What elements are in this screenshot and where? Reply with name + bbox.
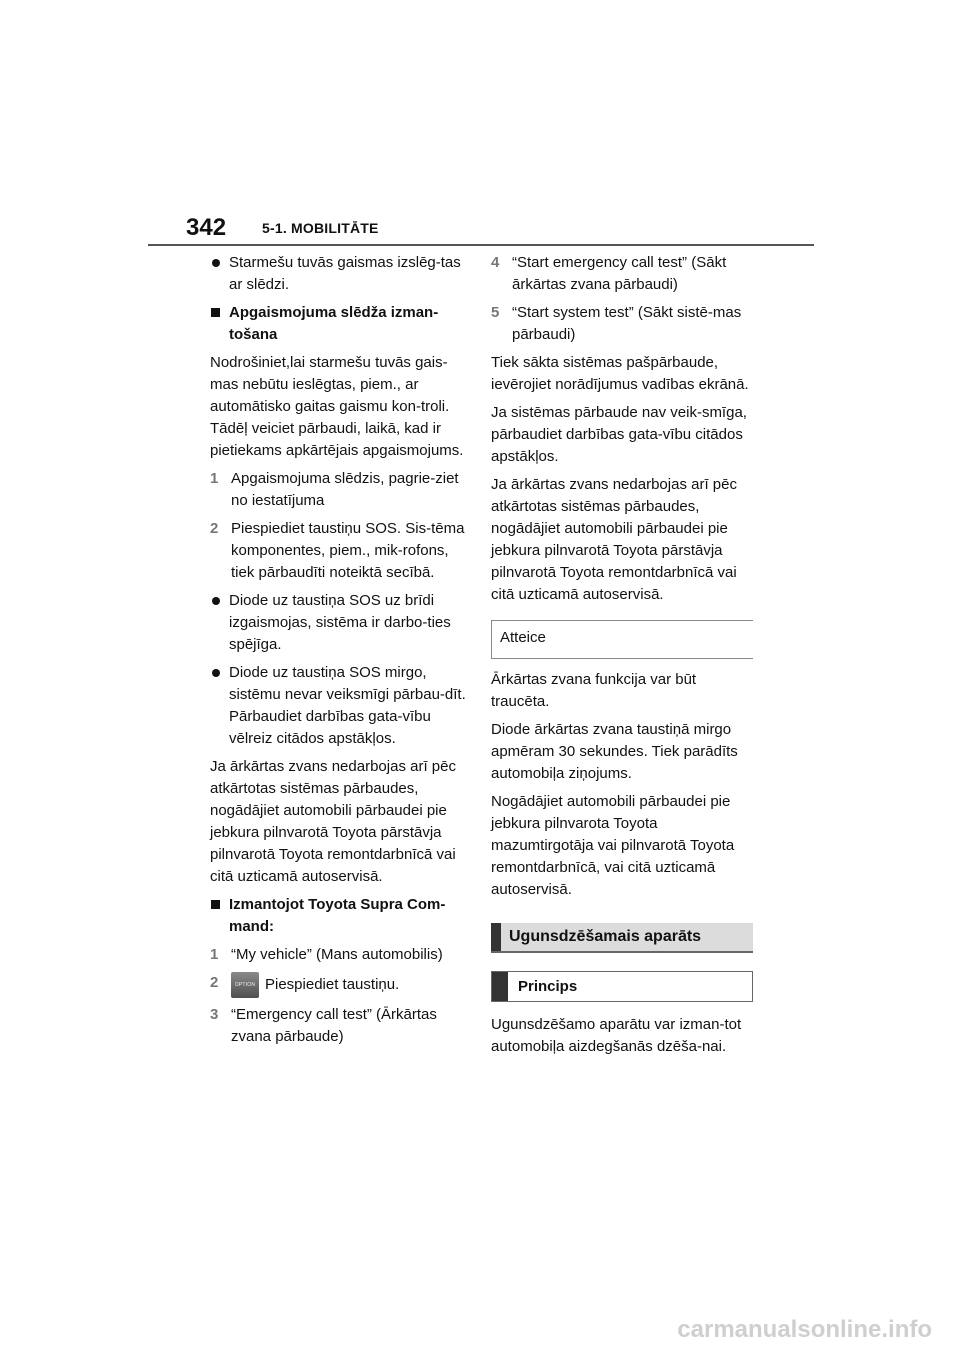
subsection-heading-box xyxy=(491,971,753,1002)
paragraph: Ārkārtas zvana funkcija var būt traucēta. xyxy=(491,671,697,710)
step-text: “Start emergency call test” (Sākt ārkārtas zvana pārbaudi) xyxy=(512,254,727,293)
bullet-dot-icon xyxy=(212,259,220,267)
paragraph: Ja ārkārtas zvans nedarbojas arī pēc atkārtotas sistēmas pārbaudes, nogādājiet automobili pārbaudei pie jebkura pilnvarotā Toyota pārstāvja pilnvarotā Toyota remontdarbnīcā vai citā uzticamā autoservisā. xyxy=(210,758,456,885)
section-heading: Ugunsdzēšamais aparāts xyxy=(509,928,702,945)
right-column xyxy=(491,252,753,1064)
page-number: 342 xyxy=(186,214,227,241)
bullet-item xyxy=(210,252,472,296)
paragraph: Tiek sākta sistēmas pašpārbaude, ievērojiet norādījumus vadības ekrānā. xyxy=(491,354,749,393)
subheading-text: Izmantojot Toyota Supra Com-mand: xyxy=(229,896,446,935)
step-item xyxy=(491,302,753,346)
left-column xyxy=(210,252,472,1054)
note-box xyxy=(491,620,753,659)
bullet-text: Starmešu tuvās gaismas izslēg-tas ar slēdzi. xyxy=(229,254,461,293)
step-text: “Start system test” (Sākt sistē-mas pārbaudi) xyxy=(512,304,742,343)
step-number: 5 xyxy=(491,304,500,321)
subheading xyxy=(210,894,472,938)
step-item xyxy=(210,518,472,584)
subsection-heading: Princips xyxy=(518,977,578,995)
paragraph: Diode ārkārtas zvana taustiņā mirgo apmēram 30 sekundes. Tiek parādīts automobiļa ziņojums. xyxy=(491,721,738,782)
step-number: 1 xyxy=(210,470,219,487)
paragraph: Nogādājiet automobili pārbaudei pie jebkura pilnvarota Toyota mazumtirgotāja vai pilnvarotā Toyota remontdarbnīcā, vai citā uzticamā autoservisā. xyxy=(491,793,735,898)
step-item xyxy=(210,468,472,512)
step-item xyxy=(210,1004,472,1048)
paragraph: Ja sistēmas pārbaude nav veik-smīga, pārbaudiet darbības gata-vību citādos apstākļos. xyxy=(491,404,747,465)
step-text: Piespiediet taustiņu. xyxy=(265,975,400,993)
square-marker-icon xyxy=(211,308,220,317)
step-number: 2 xyxy=(210,520,219,537)
heading-bar xyxy=(491,923,501,951)
bullet-dot-icon xyxy=(212,597,220,605)
paragraph: Ugunsdzēšamo aparātu var izman-tot automobiļa aizdegšanās dzēša-nai. xyxy=(491,1016,742,1055)
section-title: 5-1. MOBILITĀTE xyxy=(262,220,379,236)
bullet-text: Diode uz taustiņa SOS uz brīdi izgaismojas, sistēma ir darbo-ties spējīga. xyxy=(229,592,451,653)
bullet-dot-icon xyxy=(212,669,220,677)
note-title: Atteice xyxy=(500,629,546,646)
option-button-icon: OPTION xyxy=(231,972,259,998)
subheading xyxy=(210,302,472,346)
header-rule xyxy=(148,244,814,246)
bullet-item xyxy=(210,590,472,656)
step-text: “My vehicle” (Mans automobilis) xyxy=(231,946,443,963)
subheading-text: Apgaismojuma slēdža izman-tošana xyxy=(229,304,439,343)
section-heading-box xyxy=(491,923,753,953)
step-text: “Emergency call test” (Ārkārtas zvana pārbaude) xyxy=(231,1006,437,1045)
step-item xyxy=(210,972,472,998)
bullet-text: Diode uz taustiņa SOS mirgo, sistēmu nevar veiksmīgi pārbau-dīt. Pārbaudiet darbības gata-vību vēlreiz citādos apstākļos. xyxy=(229,664,466,747)
step-number: 1 xyxy=(210,946,219,963)
step-item xyxy=(210,944,472,966)
step-number: 3 xyxy=(210,1006,219,1023)
heading-bar xyxy=(492,972,508,1001)
step-text: Piespiediet taustiņu SOS. Sis-tēma komponentes, piem., mik-rofons, tiek pārbaudīti noteiktā secībā. xyxy=(231,520,465,581)
step-text: Apgaismojuma slēdzis, pagrie-ziet no iestatījuma xyxy=(231,470,459,509)
footer-watermark: carmanualsonline.info xyxy=(677,1316,932,1343)
square-marker-icon xyxy=(211,900,220,909)
step-number: 2 xyxy=(210,974,219,991)
bullet-item xyxy=(210,662,472,750)
paragraph: Ja ārkārtas zvans nedarbojas arī pēc atkārtotas sistēmas pārbaudes, nogādājiet automobili pārbaudei pie jebkura pilnvarotā Toyota pārstāvja pilnvarotā Toyota remontdarbnīcā vai citā uzticamā autoservisā. xyxy=(491,476,737,603)
step-number: 4 xyxy=(491,254,500,271)
step-item xyxy=(491,252,753,296)
paragraph: Nodrošiniet,lai starmešu tuvās gais-mas nebūtu ieslēgtas, piem., ar automātisko gaitas gaismu kon-troli. Tādēļ veiciet pārbaudi, laikā, kad ir pietiekams apkārtējais apgaismojums. xyxy=(210,354,464,459)
